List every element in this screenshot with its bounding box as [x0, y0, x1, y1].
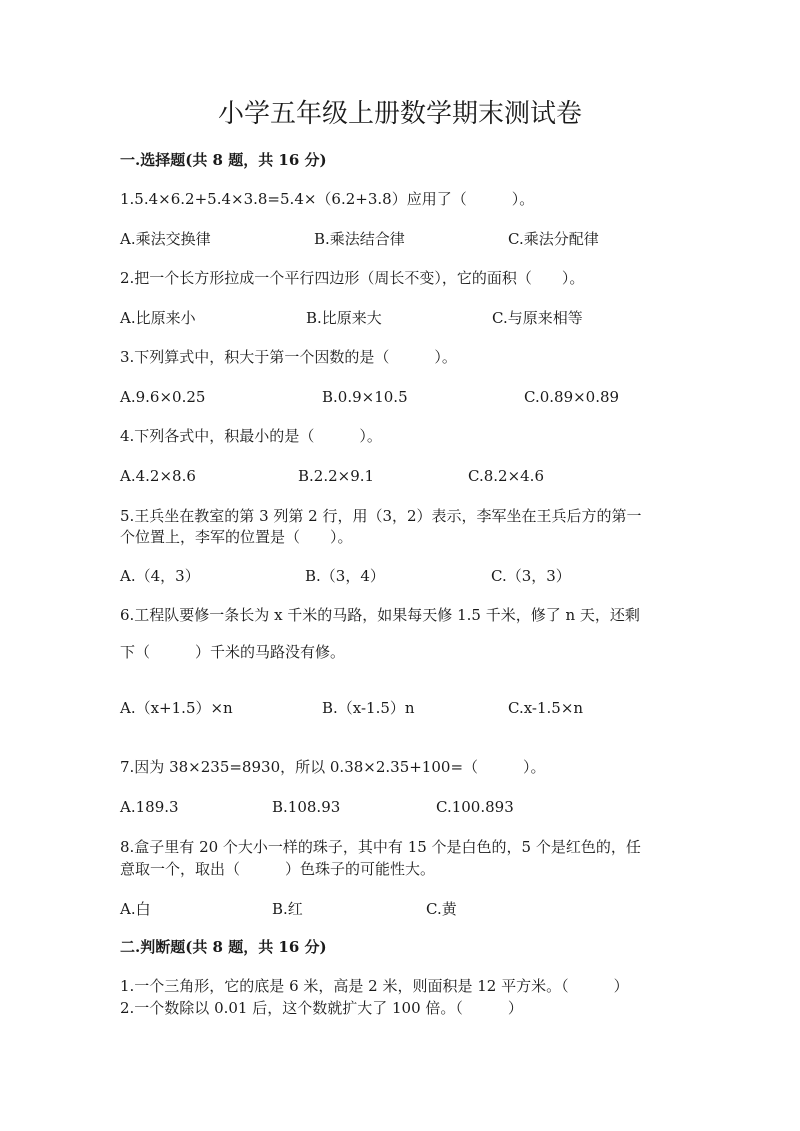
question-text-continued: 个位置上，李军的位置是（ ）。 — [120, 528, 353, 546]
option-a: A.9.6×0.25 — [120, 388, 206, 406]
option-c: C.0.89×0.89 — [524, 388, 620, 406]
section-heading-choice: 一.选择题(共 8 题，共 16 分) — [120, 151, 327, 169]
page-title: 小学五年级上册数学期末测试卷 — [217, 99, 582, 129]
option-c: C.8.2×4.6 — [468, 467, 544, 485]
option-b: B.108.93 — [272, 798, 341, 816]
option-b: B.红 — [272, 900, 303, 918]
question-text: 4.下列各式中，积最小的是（ ）。 — [120, 427, 382, 445]
option-b: B.乘法结合律 — [314, 230, 405, 248]
question-text: 2.把一个长方形拉成一个平行四边形（周长不变），它的面积（ ）。 — [120, 269, 585, 287]
option-b: B.（x-1.5）n — [322, 699, 415, 717]
question-text: 2.一个数除以 0.01 后，这个数就扩大了 100 倍。（ ） — [120, 999, 523, 1017]
option-a: A.（4，3） — [120, 567, 200, 585]
question-text: 1.5.4×6.2+5.4×3.8=5.4×（6.2+3.8）应用了（ ）。 — [120, 190, 535, 208]
option-c: C.乘法分配律 — [508, 230, 599, 248]
option-a: A.（x+1.5）×n — [120, 699, 233, 717]
option-c: C.（3，3） — [491, 567, 571, 585]
option-c: C.与原来相等 — [492, 309, 583, 327]
question-text: 8.盒子里有 20 个大小一样的珠子，其中有 15 个是白色的，5 个是红色的，任 — [120, 838, 641, 856]
section-heading-judgment: 二.判断题(共 8 题，共 16 分) — [120, 938, 327, 956]
option-b: B.（3，4） — [305, 567, 385, 585]
option-c: C.黄 — [426, 900, 457, 918]
option-b: B.2.2×9.1 — [298, 467, 375, 485]
option-a: A.白 — [120, 900, 151, 918]
question-text: 7.因为 38×235=8930，所以 0.38×2.35+100=（ ）。 — [120, 758, 546, 776]
question-text-continued: 意取一个，取出（ ）色珠子的可能性大。 — [120, 860, 436, 878]
question-text: 3.下列算式中，积大于第一个因数的是（ ）。 — [120, 348, 457, 366]
question-text-continued: 下（ ）千米的马路没有修。 — [120, 643, 346, 661]
option-a: A.189.3 — [120, 798, 179, 816]
option-a: A.比原来小 — [120, 309, 196, 327]
option-b: B.0.9×10.5 — [322, 388, 408, 406]
option-c: C.x-1.5×n — [508, 699, 584, 717]
question-text: 6.工程队要修一条长为 x 千米的马路，如果每天修 1.5 千米，修了 n 天，还剩 — [120, 606, 640, 624]
option-a: A.乘法交换律 — [120, 230, 211, 248]
option-a: A.4.2×8.6 — [120, 467, 196, 485]
option-b: B.比原来大 — [306, 309, 382, 327]
option-c: C.100.893 — [436, 798, 514, 816]
question-text: 1.一个三角形，它的底是 6 米，高是 2 米，则面积是 12 平方米。（ ） — [120, 977, 629, 995]
question-text: 5.王兵坐在教室的第 3 列第 2 行，用（3，2）表示，李军坐在王兵后方的第一 — [120, 507, 642, 525]
